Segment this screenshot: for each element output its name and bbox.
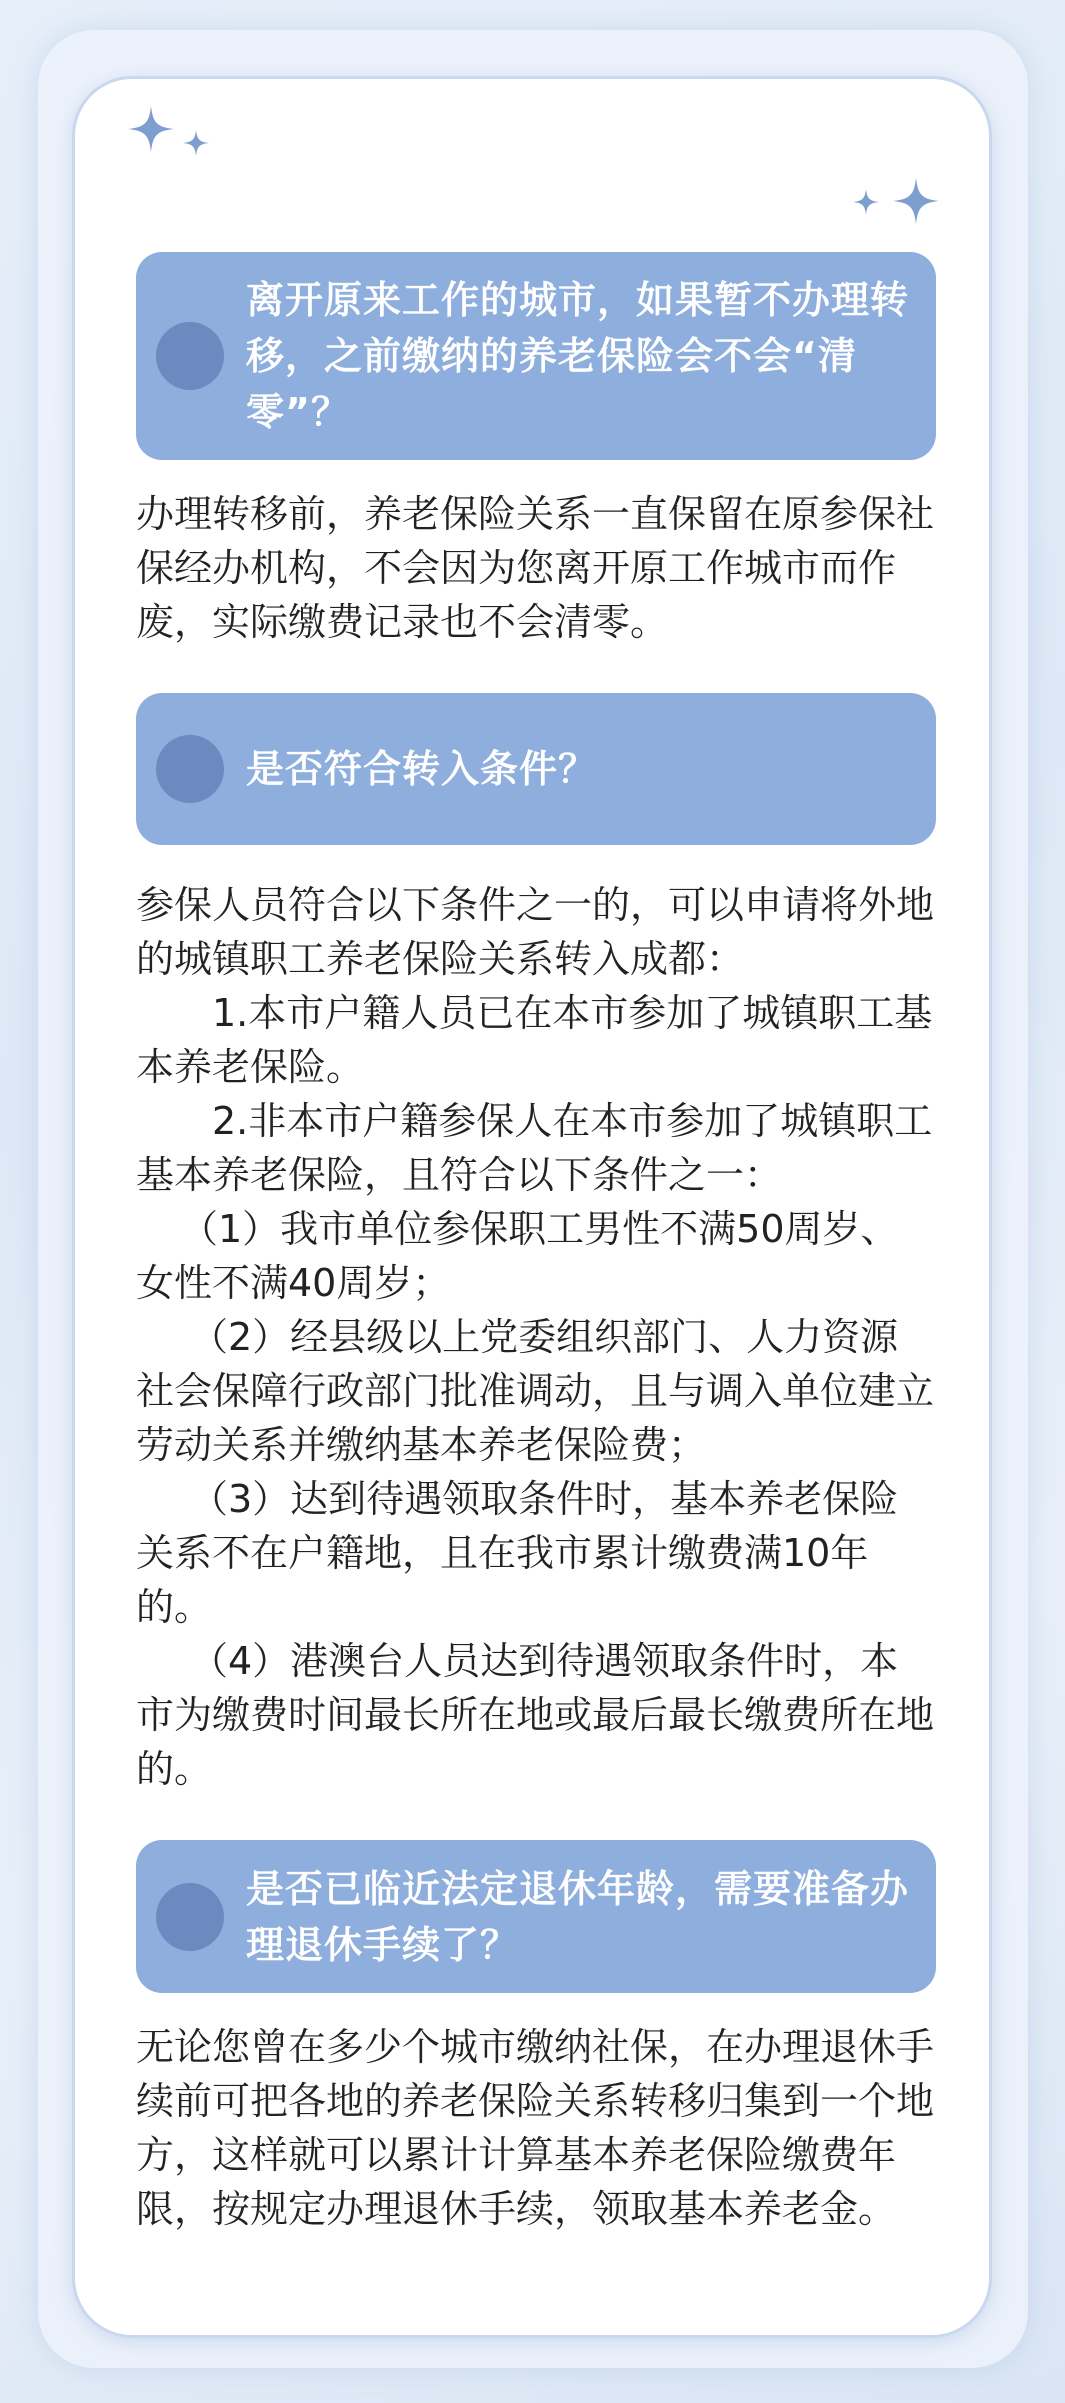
paragraph: 1.本市户籍人员已在本市参加了城镇职工基本养老保险。 [136,991,933,1089]
sparkle-large-icon [893,178,939,224]
paragraph: （3）达到待遇领取条件时，基本养老保险关系不在户籍地，且在我市累计缴费满10年的。 [136,1477,899,1629]
section-body-retirement [136,2020,936,2236]
section-body-transfer-conditions [136,878,936,1796]
header-dot-icon [156,735,224,803]
header-dot-icon [156,1883,224,1951]
section-header-text: 是否符合转入条件？ [246,747,598,791]
paragraph: 无论您曾在多少个城市缴纳社保，在办理退休手续前可把各地的养老保险关系转移归集到一个地方，这样就可以累计计算基本养老保险缴费年限，按规定办理退休手续，领取基本养老金。 [136,2025,935,2231]
paragraph: （4）港澳台人员达到待遇领取条件时，本市为缴费时间最长所在地或最后最长缴费所在地的。 [136,1639,935,1791]
paragraph: 2.非本市户籍参保人在本市参加了城镇职工基本养老保险，且符合以下条件之一： [136,1099,933,1197]
sparkle-small-icon [853,189,879,215]
header-dot-icon [156,322,224,390]
section-header-transfer-conditions [136,693,936,845]
paragraph: （1）我市单位参保职工男性不满50周岁、女性不满40周岁； [136,1207,899,1305]
section-header-text: 离开原来工作的城市，如果暂不办理转移，之前缴纳的养老保险会不会“清零”？ [246,278,910,434]
paragraph: 参保人员符合以下条件之一的，可以申请将外地的城镇职工养老保险关系转入成都： [136,883,935,981]
paragraph: （2）经县级以上党委组织部门、人力资源社会保障行政部门批准调动，且与调入单位建立劳动关系并缴纳基本养老保险费； [136,1315,935,1467]
paragraph: 办理转移前，养老保险关系一直保留在原参保社保经办机构，不会因为您离开原工作城市而作废，实际缴费记录也不会清零。 [136,492,935,644]
section-header-text: 是否已临近法定退休年龄，需要准备办理退休手续了？ [246,1866,910,1967]
sparkle-small-icon [183,130,209,156]
sparkle-large-icon [128,106,174,152]
section-header-zero-out [136,252,936,460]
section-header-retirement [136,1840,936,1993]
section-body-zero-out [136,487,936,649]
